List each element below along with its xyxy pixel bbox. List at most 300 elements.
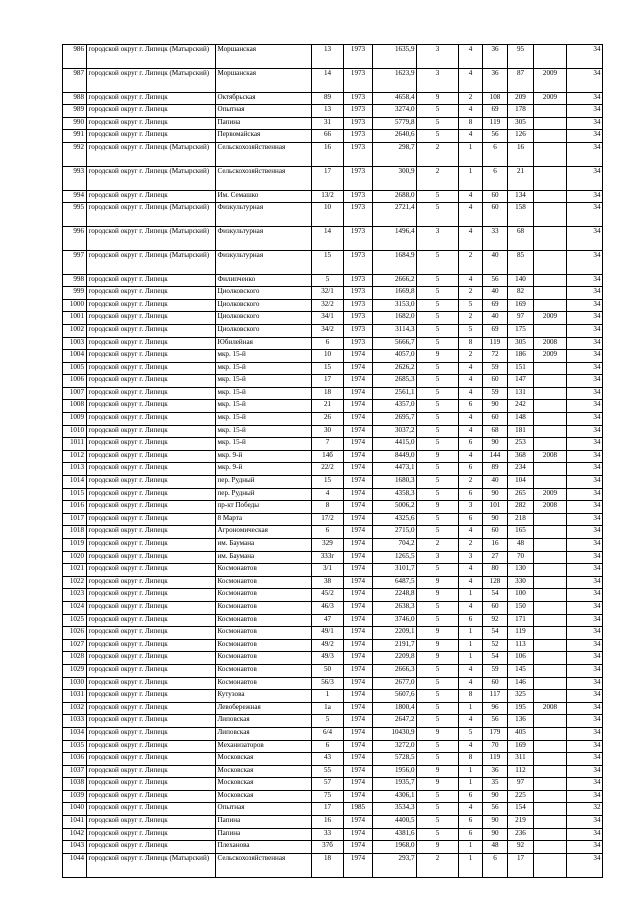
area-cell: 2248,8 [373,589,417,602]
house-number-cell: 15 [312,250,344,274]
code-cell: 34 [567,576,603,589]
entrances-cell: 5 [459,324,483,337]
entrances-cell: 4 [459,715,483,728]
district-cell: городской округ г. Липецк [87,438,216,451]
code-cell: 34 [567,387,603,400]
floors-cell: 9 [417,627,459,640]
area-cell: 2647,2 [373,715,417,728]
area-cell: 2640,6 [373,130,417,143]
district-cell: городской округ г. Липецк [87,488,216,501]
code-cell: 34 [567,324,603,337]
district-cell: городской округ г. Липецк [87,526,216,539]
row-number: 1004 [63,350,87,363]
row-number: 1018 [63,526,87,539]
row-number: 1036 [63,753,87,766]
entrances-cell: 1 [459,778,483,791]
district-cell: городской округ г. Липецк (Матырский) [87,250,216,274]
entrances-cell: 1 [459,765,483,778]
house-number-cell: 18 [312,853,344,877]
area-cell: 4358,3 [373,488,417,501]
house-number-cell: 49/2 [312,639,344,652]
apartments-cell: 60 [483,677,508,690]
row-number: 1028 [63,652,87,665]
district-cell: городской округ г. Липецк [87,627,216,640]
apartments-cell: 69 [483,105,508,118]
table-row [63,526,603,539]
district-cell: городской округ г. Липецк [87,362,216,375]
entrances-cell: 8 [459,117,483,130]
row-number: 995 [63,203,87,227]
residents-cell: 219 [508,816,534,829]
house-number-cell: 15 [312,476,344,489]
area-cell: 2695,7 [373,413,417,426]
table-row [63,828,603,841]
year-cell: 1974 [344,614,373,627]
entrances-cell: 5 [459,727,483,740]
house-number-cell: 6/4 [312,727,344,740]
district-cell: городской округ г. Липецк [87,190,216,203]
table-row [63,551,603,564]
year-cell: 1973 [344,299,373,312]
house-number-cell: 6 [312,337,344,350]
table-row [63,166,603,190]
year-cell: 1974 [344,375,373,388]
code-cell: 34 [567,45,603,69]
entrances-cell: 5 [459,299,483,312]
street-cell: Липовская [216,727,312,740]
area-cell: 1635,9 [373,45,417,69]
area-cell: 2626,2 [373,362,417,375]
apartments-cell: 59 [483,387,508,400]
row-number: 1003 [63,337,87,350]
repair-year-cell [534,727,567,740]
district-cell: городской округ г. Липецк (Матырский) [87,203,216,227]
code-cell: 34 [567,362,603,375]
row-number: 1022 [63,576,87,589]
row-number: 1016 [63,501,87,514]
repair-year-cell [534,142,567,166]
apartments-cell: 68 [483,425,508,438]
residents-cell: 171 [508,614,534,627]
area-cell: 4057,0 [373,350,417,363]
district-cell: городской округ г. Липецк [87,387,216,400]
area-cell: 1682,0 [373,312,417,325]
residents-cell: 95 [508,45,534,69]
repair-year-cell [534,513,567,526]
residents-cell: 178 [508,105,534,118]
apartments-cell: 119 [483,753,508,766]
year-cell: 1974 [344,350,373,363]
floors-cell: 5 [417,664,459,677]
street-cell: Физкультурная [216,226,312,250]
district-cell: городской округ г. Липецк [87,117,216,130]
house-number-cell: 34/1 [312,312,344,325]
district-cell: городской округ г. Липецк [87,413,216,426]
area-cell: 3272,0 [373,740,417,753]
code-cell: 34 [567,551,603,564]
year-cell: 1974 [344,463,373,476]
floors-cell: 5 [417,513,459,526]
district-cell: городской округ г. Липецк [87,551,216,564]
repair-year-cell [534,324,567,337]
area-cell: 298,7 [373,142,417,166]
entrances-cell: 4 [459,274,483,287]
table-row [63,816,603,829]
house-number-cell: 13/2 [312,190,344,203]
apartments-cell: 54 [483,627,508,640]
area-cell: 5607,6 [373,690,417,703]
residents-cell: 169 [508,740,534,753]
residents-cell: 104 [508,476,534,489]
table-row [63,664,603,677]
residents-cell: 147 [508,375,534,388]
repair-year-cell [534,828,567,841]
district-cell: городской округ г. Липецк [87,476,216,489]
document-page [62,44,602,878]
residents-cell: 148 [508,413,534,426]
street-cell: Московская [216,753,312,766]
table-row [63,627,603,640]
residents-cell: 112 [508,765,534,778]
repair-year-cell [534,803,567,816]
house-number-cell: 13 [312,105,344,118]
entrances-cell: 4 [459,601,483,614]
house-number-cell: 13 [312,45,344,69]
entrances-cell: 4 [459,203,483,227]
repair-year-cell [534,589,567,602]
row-number: 1001 [63,312,87,325]
street-cell: Им. Семашко [216,190,312,203]
floors-cell: 2 [417,142,459,166]
area-cell: 1623,9 [373,68,417,92]
year-cell: 1974 [344,501,373,514]
repair-year-cell [534,476,567,489]
table-row [63,702,603,715]
entrances-cell: 3 [459,501,483,514]
apartments-cell: 52 [483,639,508,652]
year-cell: 1973 [344,117,373,130]
repair-year-cell [534,299,567,312]
apartments-cell: 36 [483,68,508,92]
repair-year-cell [534,130,567,143]
residents-cell: 126 [508,130,534,143]
code-cell: 34 [567,337,603,350]
entrances-cell: 4 [459,576,483,589]
repair-year-cell: 2009 [534,312,567,325]
row-number: 1024 [63,601,87,614]
floors-cell: 5 [417,438,459,451]
residents-cell: 325 [508,690,534,703]
district-cell: городской округ г. Липецк [87,287,216,300]
entrances-cell: 6 [459,790,483,803]
apartments-cell: 69 [483,299,508,312]
year-cell: 1973 [344,130,373,143]
repair-year-cell [534,117,567,130]
code-cell: 34 [567,841,603,854]
repair-year-cell: 2008 [534,450,567,463]
entrances-cell: 4 [459,68,483,92]
code-cell: 34 [567,639,603,652]
year-cell: 1974 [344,765,373,778]
repair-year-cell: 2009 [534,350,567,363]
street-cell: Циолковского [216,312,312,325]
district-cell: городской округ г. Липецк (Матырский) [87,226,216,250]
code-cell: 34 [567,105,603,118]
floors-cell: 9 [417,639,459,652]
year-cell: 1974 [344,413,373,426]
repair-year-cell [534,203,567,227]
entrances-cell: 1 [459,652,483,665]
apartments-cell: 60 [483,601,508,614]
row-number: 1015 [63,488,87,501]
house-number-cell: 33 [312,828,344,841]
year-cell: 1974 [344,450,373,463]
residents-cell: 17 [508,853,534,877]
repair-year-cell [534,463,567,476]
table-row [63,105,603,118]
table-row [63,765,603,778]
district-cell: городской округ г. Липецк [87,639,216,652]
house-number-cell: 34/2 [312,324,344,337]
entrances-cell: 6 [459,816,483,829]
code-cell: 34 [567,92,603,105]
entrances-cell: 1 [459,841,483,854]
residents-cell: 305 [508,337,534,350]
district-cell: городской округ г. Липецк [87,576,216,589]
apartments-cell: 92 [483,614,508,627]
repair-year-cell: 2009 [534,68,567,92]
house-number-cell: 43 [312,753,344,766]
house-number-cell: 5 [312,715,344,728]
area-cell: 1669,8 [373,287,417,300]
floors-cell: 9 [417,778,459,791]
table-row [63,841,603,854]
street-cell: Моршанская [216,45,312,69]
table-row [63,438,603,451]
district-cell: городской округ г. Липецк [87,350,216,363]
apartments-cell: 59 [483,362,508,375]
code-cell: 34 [567,250,603,274]
house-number-cell: 56/3 [312,677,344,690]
apartments-cell: 60 [483,375,508,388]
apartments-cell: 60 [483,413,508,426]
year-cell: 1974 [344,539,373,552]
apartments-cell: 36 [483,765,508,778]
table-row [63,450,603,463]
code-cell: 34 [567,727,603,740]
year-cell: 1973 [344,45,373,69]
table-row [63,589,603,602]
street-cell: Физкультурная [216,203,312,227]
floors-cell: 3 [417,226,459,250]
residents-cell: 234 [508,463,534,476]
residents-cell: 253 [508,438,534,451]
row-number: 1044 [63,853,87,877]
row-number: 993 [63,166,87,190]
street-cell: Космонавтов [216,652,312,665]
floors-cell: 5 [417,387,459,400]
house-number-cell: 49/3 [312,652,344,665]
district-cell: городской округ г. Липецк [87,677,216,690]
residents-cell: 70 [508,551,534,564]
floors-cell: 2 [417,539,459,552]
residents-cell: 119 [508,627,534,640]
repair-year-cell [534,614,567,627]
repair-year-cell [534,853,567,877]
year-cell: 1974 [344,816,373,829]
street-cell: Папина [216,117,312,130]
entrances-cell: 1 [459,702,483,715]
district-cell: городской округ г. Липецк [87,299,216,312]
floors-cell: 5 [417,828,459,841]
street-cell: Космонавтов [216,639,312,652]
street-cell: Циолковского [216,324,312,337]
year-cell: 1974 [344,601,373,614]
area-cell: 704,2 [373,539,417,552]
year-cell: 1974 [344,551,373,564]
apartments-cell: 60 [483,203,508,227]
code-cell: 34 [567,664,603,677]
street-cell: Папина [216,816,312,829]
house-number-cell: 1 [312,690,344,703]
code-cell: 34 [567,816,603,829]
year-cell: 1974 [344,438,373,451]
floors-cell: 5 [417,250,459,274]
area-cell: 1968,0 [373,841,417,854]
district-cell: городской округ г. Липецк [87,664,216,677]
row-number: 1017 [63,513,87,526]
table-row [63,92,603,105]
residents-cell: 97 [508,312,534,325]
street-cell: Космонавтов [216,614,312,627]
repair-year-cell [534,677,567,690]
district-cell: городской округ г. Липецк [87,425,216,438]
code-cell: 34 [567,513,603,526]
entrances-cell: 4 [459,130,483,143]
row-number: 1020 [63,551,87,564]
district-cell: городской округ г. Липецк [87,715,216,728]
apartments-cell: 119 [483,117,508,130]
floors-cell: 9 [417,92,459,105]
table-row [63,488,603,501]
table-row [63,324,603,337]
code-cell: 34 [567,68,603,92]
entrances-cell: 1 [459,589,483,602]
entrances-cell: 2 [459,92,483,105]
street-cell: Липовская [216,715,312,728]
table-row [63,117,603,130]
code-cell: 34 [567,652,603,665]
house-number-cell: 3/1 [312,564,344,577]
street-cell: мкр. 15-й [216,350,312,363]
table-row [63,790,603,803]
floors-cell: 5 [417,690,459,703]
repair-year-cell [534,841,567,854]
district-cell: городской округ г. Липецк [87,274,216,287]
entrances-cell: 4 [459,226,483,250]
code-cell: 34 [567,463,603,476]
code-cell: 34 [567,312,603,325]
code-cell: 34 [567,350,603,363]
house-number-cell: 49/1 [312,627,344,640]
house-number-cell: 16 [312,142,344,166]
street-cell: пр-кт Победы [216,501,312,514]
apartments-cell: 70 [483,740,508,753]
apartments-cell: 35 [483,778,508,791]
district-cell: городской округ г. Липецк [87,513,216,526]
area-cell: 1935,7 [373,778,417,791]
residents-cell: 330 [508,576,534,589]
area-cell: 1684,9 [373,250,417,274]
house-number-cell: 50 [312,664,344,677]
repair-year-cell [534,105,567,118]
street-cell: Октябрьская [216,92,312,105]
entrances-cell: 4 [459,526,483,539]
area-cell: 2715,0 [373,526,417,539]
street-cell: им. Баумана [216,551,312,564]
row-number: 1034 [63,727,87,740]
table-row [63,130,603,143]
table-row [63,203,603,227]
year-cell: 1974 [344,841,373,854]
code-cell: 34 [567,690,603,703]
house-number-cell: 31 [312,117,344,130]
district-cell: городской округ г. Липецк (Матырский) [87,166,216,190]
street-cell: Космонавтов [216,589,312,602]
residents-cell: 113 [508,639,534,652]
floors-cell: 5 [417,287,459,300]
table-row [63,652,603,665]
table-row [63,425,603,438]
district-cell: городской округ г. Липецк [87,539,216,552]
floors-cell: 5 [417,375,459,388]
district-cell: городской округ г. Липецк [87,130,216,143]
district-cell: городской округ г. Липецк [87,841,216,854]
house-number-cell: 89 [312,92,344,105]
entrances-cell: 4 [459,450,483,463]
street-cell: мкр. 9-й [216,450,312,463]
district-cell: городской округ г. Липецк [87,375,216,388]
residents-cell: 82 [508,287,534,300]
area-cell: 3114,3 [373,324,417,337]
code-cell: 34 [567,274,603,287]
row-number: 998 [63,274,87,287]
district-cell: городской округ г. Липецк [87,105,216,118]
area-cell: 4473,1 [373,463,417,476]
floors-cell: 3 [417,68,459,92]
district-cell: городской округ г. Липецк [87,312,216,325]
street-cell: Физкультурная [216,250,312,274]
district-cell: городской округ г. Липецк [87,753,216,766]
year-cell: 1973 [344,226,373,250]
residents-cell: 134 [508,190,534,203]
area-cell: 4357,0 [373,400,417,413]
street-cell: Космонавтов [216,601,312,614]
year-cell: 1974 [344,664,373,677]
entrances-cell: 2 [459,312,483,325]
apartments-cell: 108 [483,92,508,105]
year-cell: 1973 [344,190,373,203]
residents-cell: 151 [508,362,534,375]
year-cell: 1985 [344,803,373,816]
year-cell: 1974 [344,589,373,602]
area-cell: 1956,0 [373,765,417,778]
row-number: 992 [63,142,87,166]
floors-cell: 5 [417,105,459,118]
house-number-cell: 8 [312,501,344,514]
residents-cell: 87 [508,68,534,92]
apartments-cell: 90 [483,488,508,501]
